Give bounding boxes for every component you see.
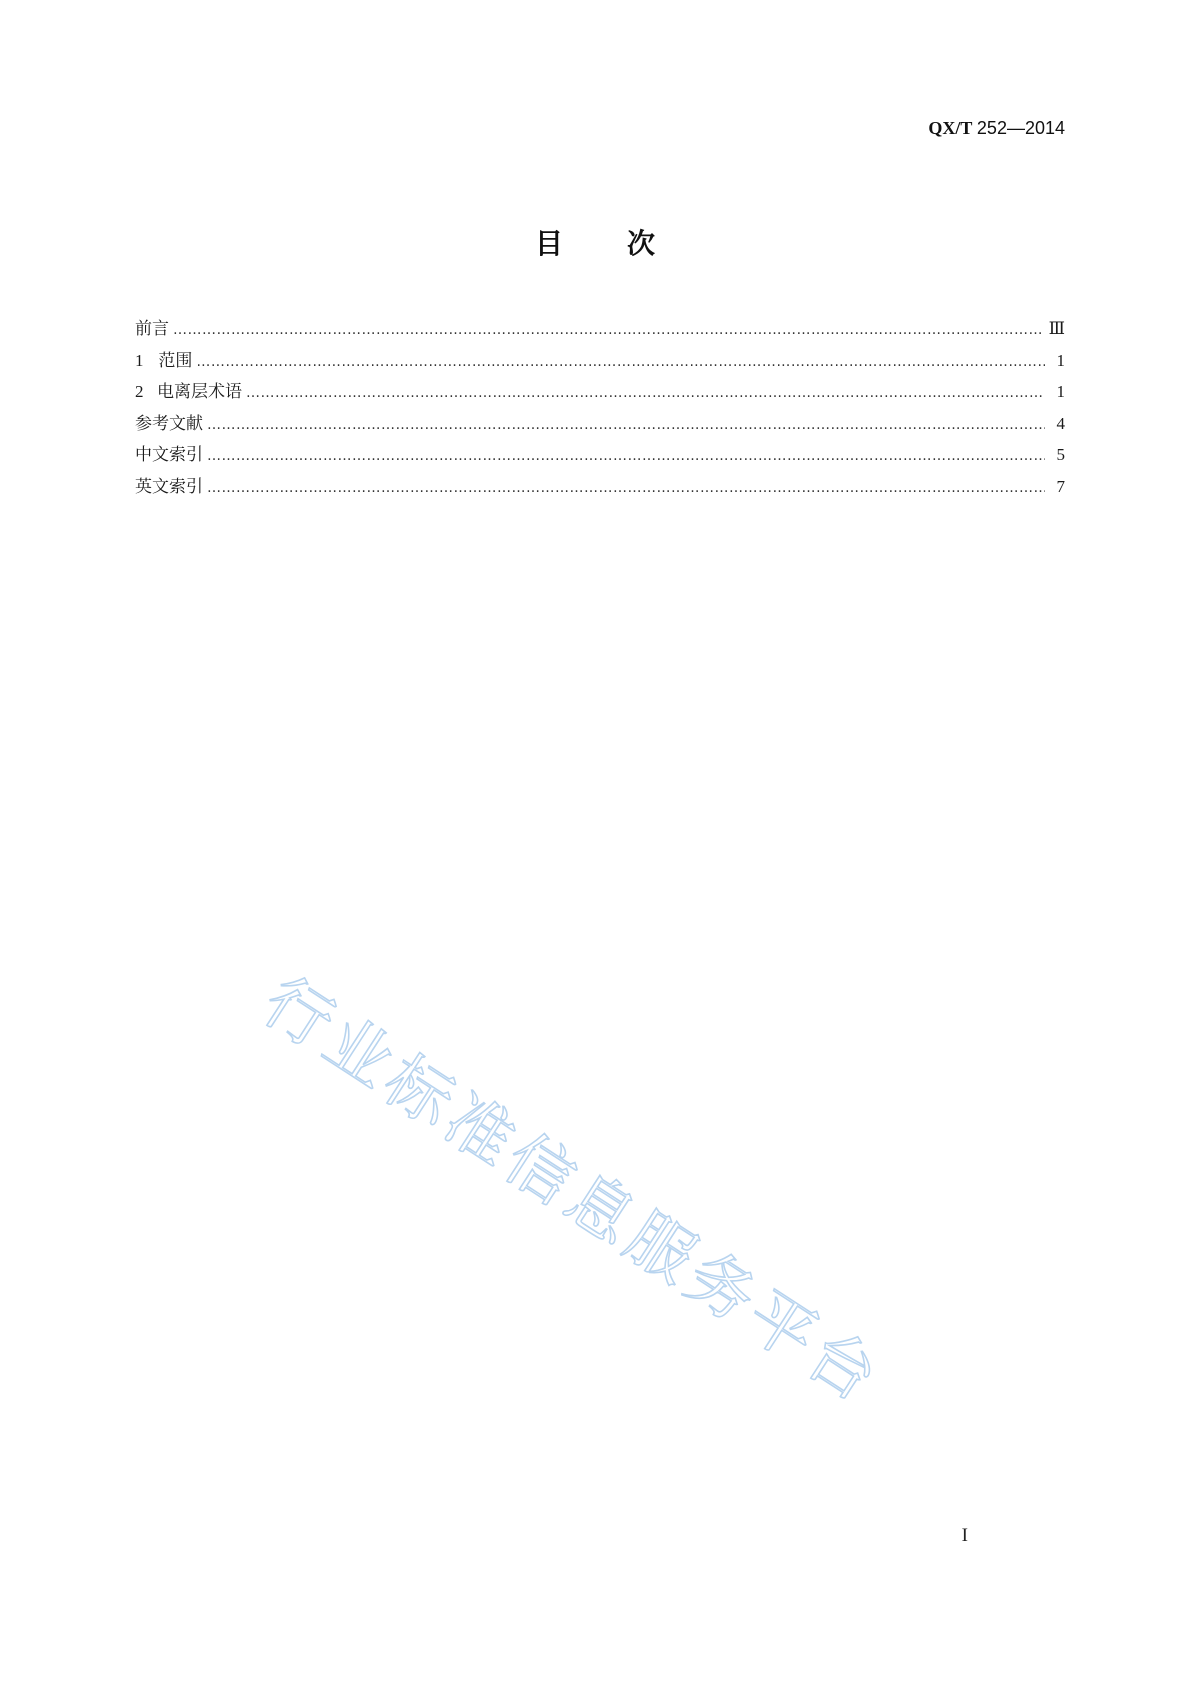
toc-title — [0, 222, 1190, 262]
toc-entry-english-index[interactable] — [135, 471, 1065, 503]
toc-entry-number: 1 — [135, 350, 144, 370]
toc-entry-preface[interactable] — [135, 313, 1065, 345]
toc-entry-label: 前言 — [135, 319, 169, 339]
toc-entry-label: 范围 — [158, 350, 193, 371]
toc-entry-ionosphere-terms[interactable] — [135, 376, 1065, 408]
watermark: 行业标准信息服务平台 — [249, 962, 896, 1420]
toc-dot-leader — [246, 378, 1045, 410]
toc-entry-chinese-index[interactable] — [135, 439, 1065, 471]
toc-entry-page: 1 — [1056, 350, 1065, 370]
toc-entry-label: 参考文献 — [135, 413, 203, 434]
toc-dot-leader — [173, 315, 1043, 347]
document-code-number: 252—2014 — [976, 118, 1065, 138]
toc-list — [135, 313, 1065, 502]
toc-dot-leader — [207, 473, 1045, 505]
toc-dot-leader — [196, 347, 1045, 379]
toc-title-right: 次 — [627, 227, 656, 260]
toc-entry-page: 7 — [1056, 476, 1065, 496]
toc-dot-leader — [207, 410, 1045, 442]
toc-entry-page: 4 — [1056, 413, 1065, 433]
toc-entry-page: Ⅲ — [1048, 319, 1065, 338]
document-code-prefix: QX/T — [928, 118, 973, 138]
toc-title-left: 目 — [534, 227, 563, 260]
toc-entry-page: 1 — [1056, 382, 1065, 401]
toc-entry-references[interactable] — [135, 408, 1065, 440]
document-code — [928, 118, 1065, 139]
toc-entry-label: 中文索引 — [135, 445, 203, 465]
toc-entry-page: 5 — [1056, 445, 1065, 464]
toc-entry-scope[interactable] — [135, 345, 1065, 377]
toc-dot-leader — [207, 441, 1045, 473]
toc-entry-label: 英文索引 — [135, 476, 203, 497]
toc-entry-number: 2 — [135, 382, 144, 401]
page-number: I — [961, 1525, 968, 1546]
toc-entry-label: 电离层术语 — [157, 382, 243, 402]
